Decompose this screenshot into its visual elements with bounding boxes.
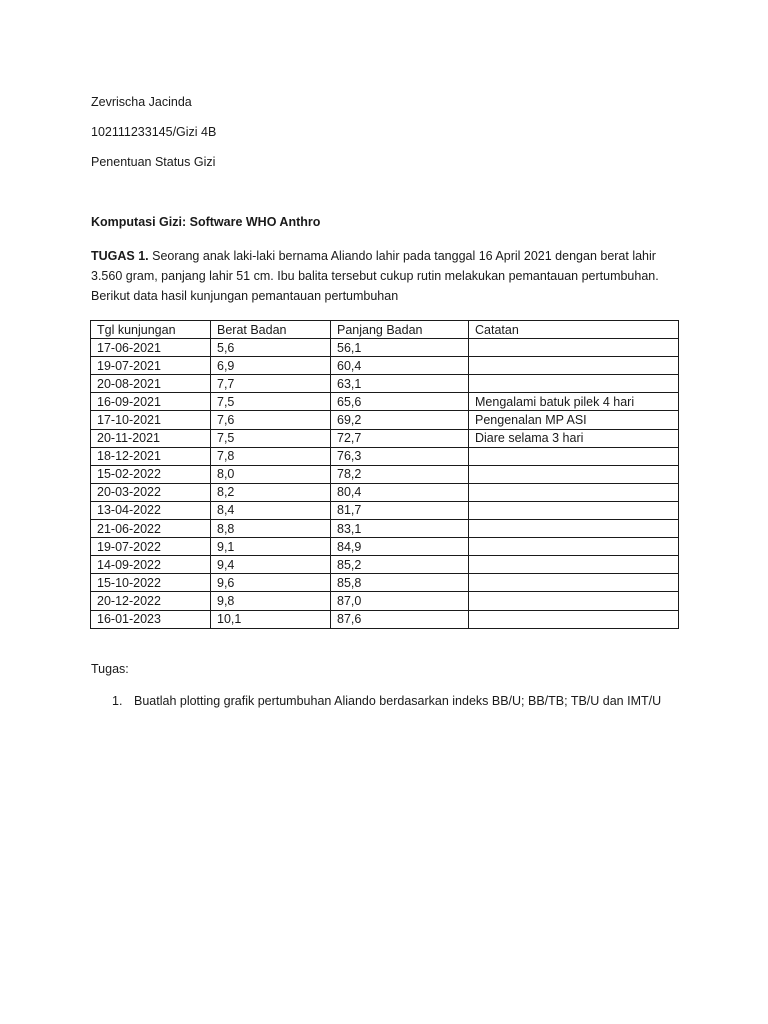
cell-length: 81,7 (331, 501, 469, 519)
cell-length: 78,2 (331, 465, 469, 483)
cell-length: 76,3 (331, 447, 469, 465)
cell-visit-date: 13-04-2022 (91, 501, 211, 519)
cell-weight: 6,9 (211, 357, 331, 375)
cell-length: 85,8 (331, 574, 469, 592)
cell-length: 80,4 (331, 483, 469, 501)
cell-weight: 8,0 (211, 465, 331, 483)
cell-notes (469, 538, 679, 556)
table-row (91, 393, 679, 411)
cell-visit-date: 15-02-2022 (91, 465, 211, 483)
cell-weight: 8,2 (211, 483, 331, 501)
header-visit-date: Tgl kunjungan (91, 321, 211, 339)
table-row (91, 357, 679, 375)
cell-visit-date: 16-01-2023 (91, 610, 211, 628)
table-row (91, 501, 679, 519)
list-item-text: Buatlah plotting grafik pertumbuhan Aliando berdasarkan indeks BB/U; BB/TB; TB/U dan IMT/U (134, 694, 662, 708)
cell-notes (469, 339, 679, 357)
table-row (91, 610, 679, 628)
cell-visit-date: 20-03-2022 (91, 483, 211, 501)
table-header-row (91, 321, 679, 339)
cell-notes (469, 556, 679, 574)
cell-weight: 5,6 (211, 339, 331, 357)
task1-label: TUGAS 1. (91, 249, 149, 263)
cell-notes: Diare selama 3 hari (469, 429, 679, 447)
cell-notes (469, 465, 679, 483)
cell-length: 72,7 (331, 429, 469, 447)
table-row (91, 556, 679, 574)
cell-notes (469, 501, 679, 519)
list-item (112, 692, 661, 710)
table-row (91, 429, 679, 447)
cell-length: 56,1 (331, 339, 469, 357)
cell-length: 60,4 (331, 357, 469, 375)
cell-weight: 7,8 (211, 447, 331, 465)
cell-length: 63,1 (331, 375, 469, 393)
cell-length: 84,9 (331, 538, 469, 556)
cell-notes (469, 483, 679, 501)
cell-visit-date: 20-11-2021 (91, 429, 211, 447)
cell-visit-date: 18-12-2021 (91, 447, 211, 465)
header-weight: Berat Badan (211, 321, 331, 339)
cell-visit-date: 17-10-2021 (91, 411, 211, 429)
cell-length: 87,6 (331, 610, 469, 628)
task1-line2: 3.560 gram, panjang lahir 51 cm. Ibu balita tersebut cukup rutin melakukan pemantauan pertumbuhan. (91, 269, 659, 283)
cell-weight: 7,5 (211, 393, 331, 411)
cell-weight: 9,8 (211, 592, 331, 610)
cell-notes (469, 447, 679, 465)
table-row (91, 447, 679, 465)
cell-length: 83,1 (331, 520, 469, 538)
author-name: Zevrischa Jacinda (91, 95, 192, 109)
cell-length: 69,2 (331, 411, 469, 429)
cell-visit-date: 19-07-2022 (91, 538, 211, 556)
student-id: 102111233145/Gizi 4B (91, 125, 217, 139)
table-row (91, 339, 679, 357)
cell-notes (469, 610, 679, 628)
cell-visit-date: 15-10-2022 (91, 574, 211, 592)
cell-visit-date: 20-12-2022 (91, 592, 211, 610)
cell-weight: 7,7 (211, 375, 331, 393)
task1-paragraph (91, 246, 691, 306)
cell-notes (469, 357, 679, 375)
table-row (91, 574, 679, 592)
cell-weight: 7,5 (211, 429, 331, 447)
tasks-heading: Tugas: (91, 662, 129, 676)
cell-weight: 8,4 (211, 501, 331, 519)
cell-weight: 9,1 (211, 538, 331, 556)
cell-visit-date: 16-09-2021 (91, 393, 211, 411)
cell-notes (469, 574, 679, 592)
cell-notes: Mengalami batuk pilek 4 hari (469, 393, 679, 411)
cell-length: 65,6 (331, 393, 469, 411)
cell-length: 85,2 (331, 556, 469, 574)
cell-weight: 9,6 (211, 574, 331, 592)
cell-visit-date: 21-06-2022 (91, 520, 211, 538)
table-row (91, 465, 679, 483)
list-item-number: 1. (112, 694, 123, 708)
cell-visit-date: 20-08-2021 (91, 375, 211, 393)
header-notes: Catatan (469, 321, 679, 339)
growth-data-table (90, 320, 679, 629)
cell-visit-date: 19-07-2021 (91, 357, 211, 375)
cell-notes (469, 520, 679, 538)
task1-line1: Seorang anak laki-laki bernama Aliando lahir pada tanggal 16 April 2021 dengan berat lahir (148, 249, 656, 263)
cell-weight: 8,8 (211, 520, 331, 538)
cell-visit-date: 17-06-2021 (91, 339, 211, 357)
cell-length: 87,0 (331, 592, 469, 610)
cell-weight: 9,4 (211, 556, 331, 574)
cell-notes: Pengenalan MP ASI (469, 411, 679, 429)
cell-notes (469, 375, 679, 393)
table-row (91, 538, 679, 556)
table-row (91, 483, 679, 501)
cell-weight: 10,1 (211, 610, 331, 628)
header-length: Panjang Badan (331, 321, 469, 339)
table-row (91, 592, 679, 610)
cell-weight: 7,6 (211, 411, 331, 429)
table-row (91, 520, 679, 538)
table-row (91, 375, 679, 393)
table-row (91, 411, 679, 429)
section-title: Komputasi Gizi: Software WHO Anthro (91, 215, 321, 229)
cell-visit-date: 14-09-2022 (91, 556, 211, 574)
task1-line3: Berikut data hasil kunjungan pemantauan pertumbuhan (91, 289, 399, 303)
cell-notes (469, 592, 679, 610)
document-topic: Penentuan Status Gizi (91, 155, 216, 169)
task-list (112, 692, 661, 710)
